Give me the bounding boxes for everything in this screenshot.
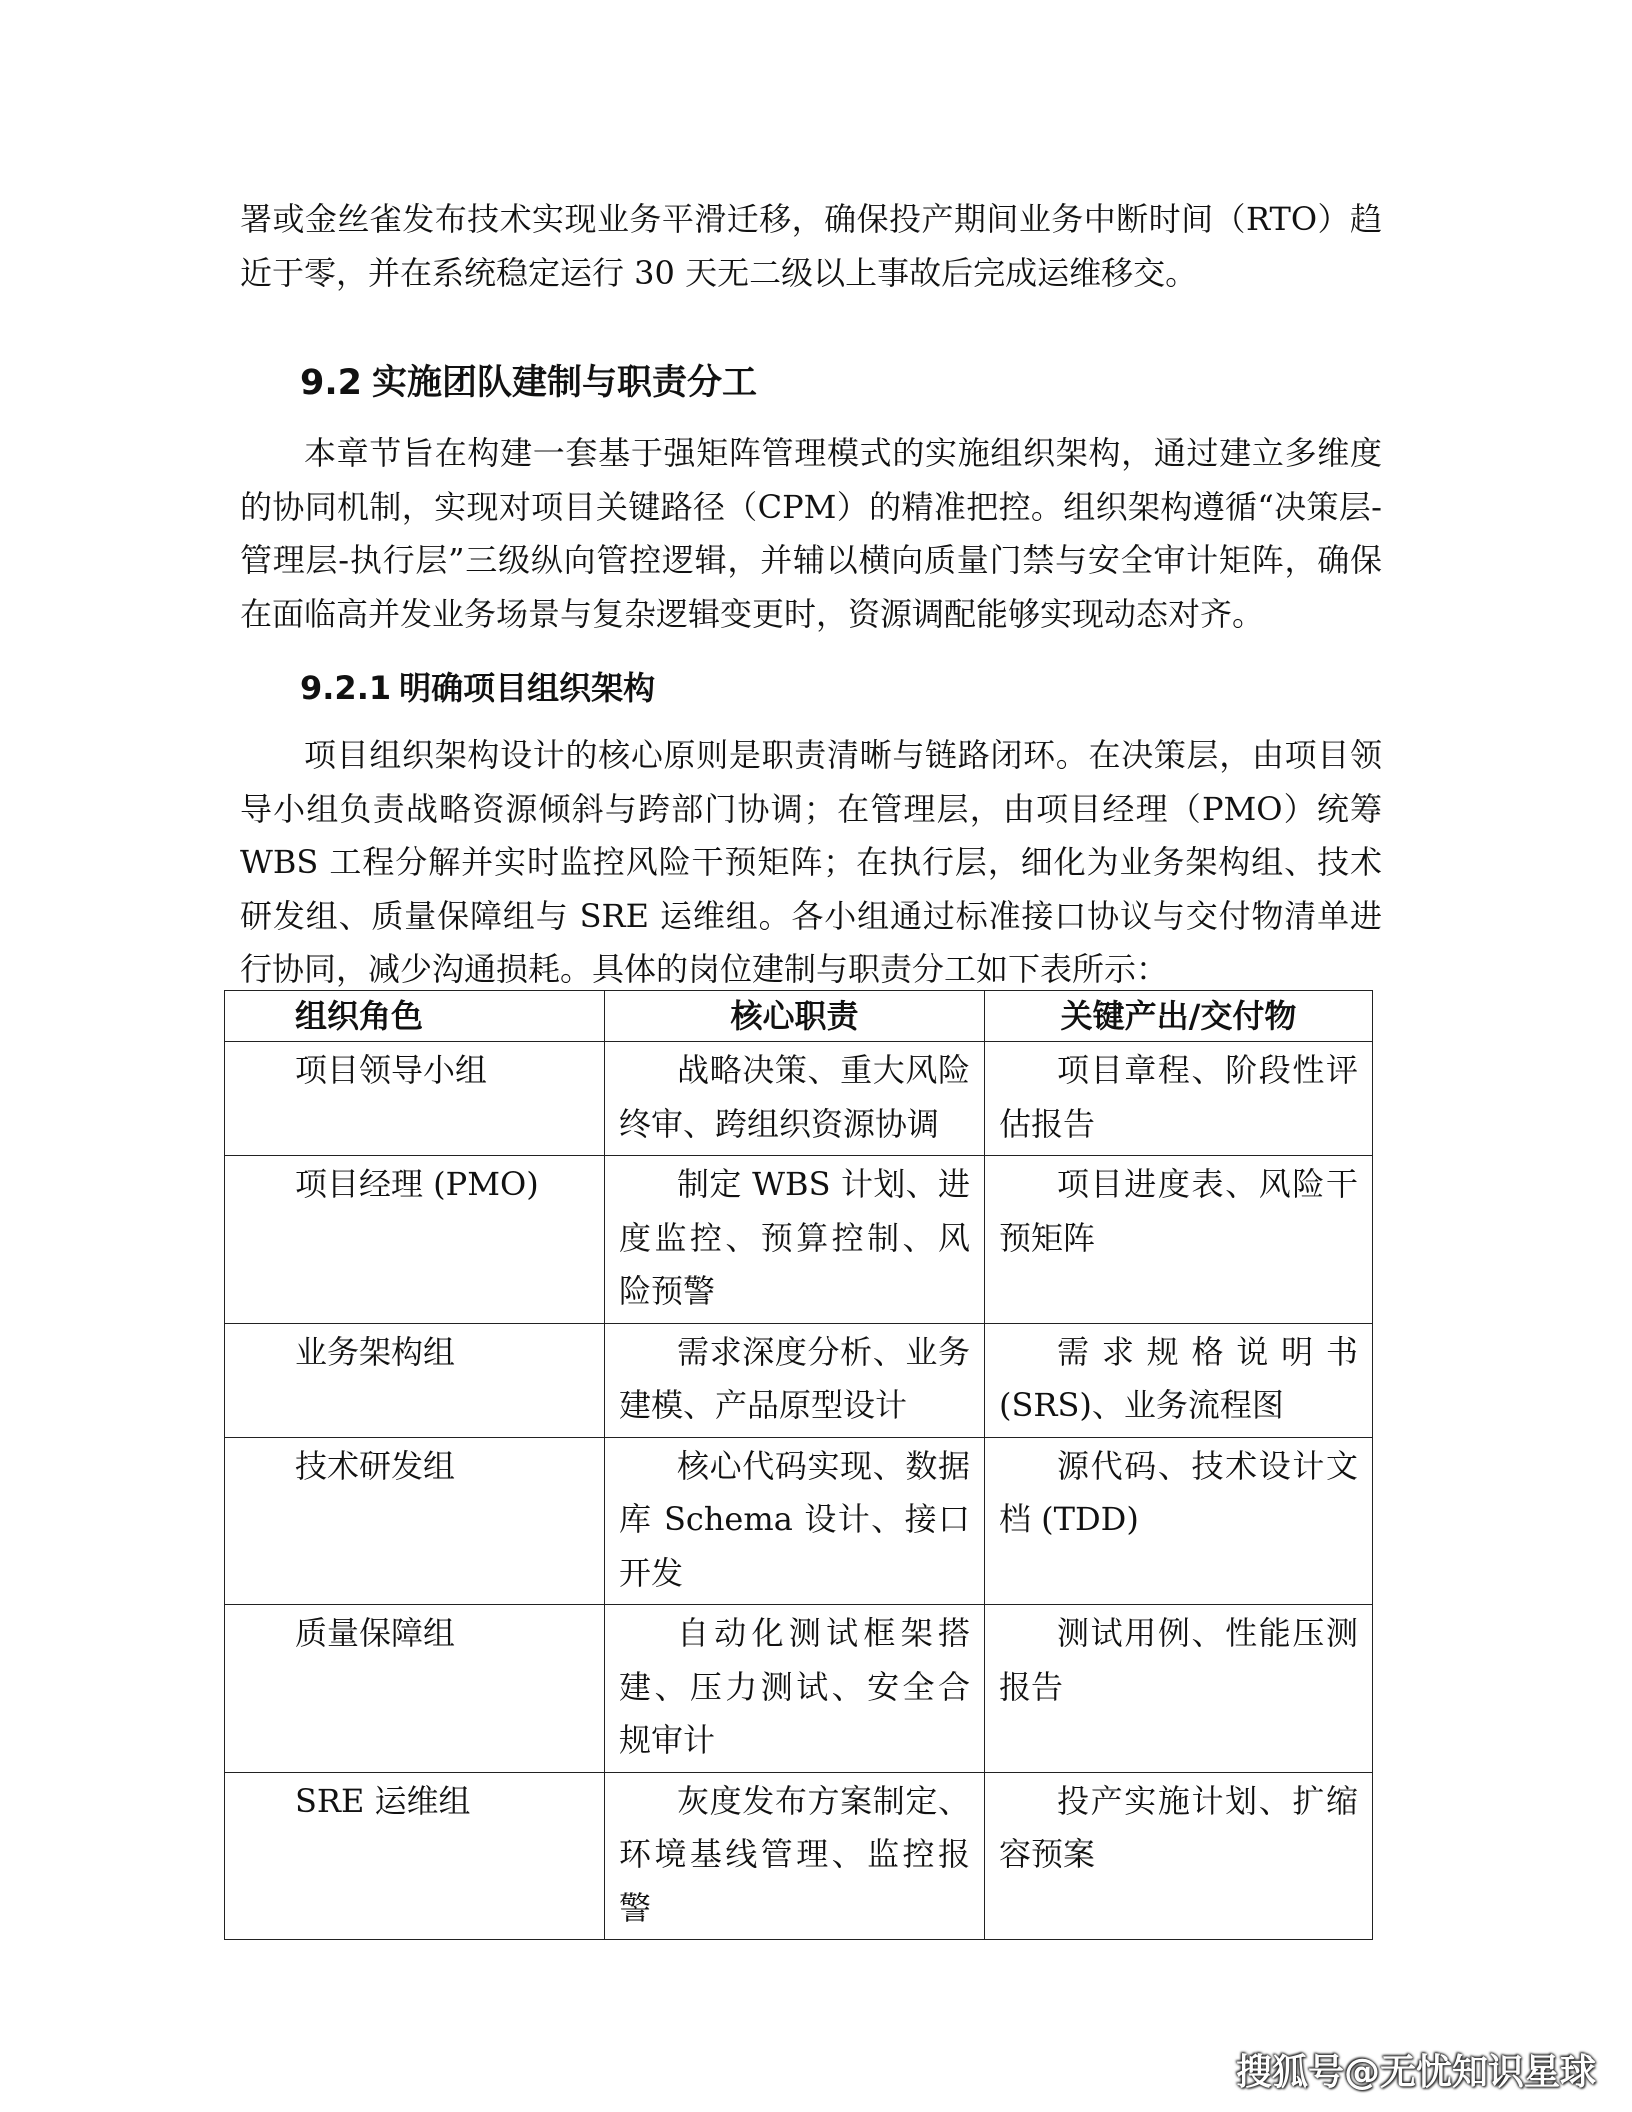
output-cell: 源代码、技术设计文档 (TDD): [985, 1437, 1373, 1605]
intro-paragraph: 署或金丝雀发布技术实现业务平滑迁移，确保投产期间业务中断时间（RTO）趋近于零，并在系统稳定运行 30 天无二级以上事故后完成运维移交。: [240, 200, 1382, 292]
watermark: 搜狐号@无忧知识星球: [1235, 2052, 1596, 2093]
duty-cell: 制定 WBS 计划、进度监控、预算控制、风险预警: [605, 1156, 985, 1324]
roles-table: [224, 990, 1373, 1940]
subsection-number: 9.2.1: [300, 669, 392, 707]
section-title: 实施团队建制与职责分工: [372, 363, 758, 403]
output-cell: 需求规格说明书 (SRS)、业务流程图: [985, 1323, 1373, 1437]
table-row: [225, 1156, 1373, 1324]
subsection-paragraph: 项目组织架构设计的核心原则是职责清晰与链路闭环。在决策层，由项目领导小组负责战略资源倾斜与跨部门协调；在管理层，由项目经理（PMO）统筹 WBS 工程分解并实时监控风险干预矩阵；在执行层，细化为业务架构组、技术研发组、质量保障组与 SRE 运维组。各小组通过标准接口协议与交付物清单进行协同，减少沟通损耗。具体的岗位建制与职责分工如下表所示：: [240, 736, 1382, 988]
role-cell: 业务架构组: [225, 1323, 605, 1437]
duty-cell: 需求深度分析、业务建模、产品原型设计: [605, 1323, 985, 1437]
duty-cell: 灰度发布方案制定、环境基线管理、监控报警: [605, 1772, 985, 1940]
table-header-row: [225, 991, 1373, 1042]
section-number: 9.2: [300, 363, 363, 403]
output-cell: 测试用例、性能压测报告: [985, 1605, 1373, 1773]
section-heading: [300, 358, 757, 408]
table-row: [225, 1605, 1373, 1773]
header-duty: 核心职责: [605, 991, 985, 1042]
role-cell: SRE 运维组: [225, 1772, 605, 1940]
table-row: [225, 1437, 1373, 1605]
duty-cell: 自动化测试框架搭建、压力测试、安全合规审计: [605, 1605, 985, 1773]
output-cell: 投产实施计划、扩缩容预案: [985, 1772, 1373, 1940]
role-cell: 质量保障组: [225, 1605, 605, 1773]
table-row: [225, 1042, 1373, 1156]
header-output: 关键产出/交付物: [985, 991, 1373, 1042]
role-cell: 项目经理 (PMO): [225, 1156, 605, 1324]
section-paragraph: 本章节旨在构建一套基于强矩阵管理模式的实施组织架构，通过建立多维度的协同机制，实现对项目关键路径（CPM）的精准把控。组织架构遵循“决策层-管理层-执行层”三级纵向管控逻辑，并辅以横向质量门禁与安全审计矩阵，确保在面临高并发业务场景与复杂逻辑变更时，资源调配能够实现动态对齐。: [240, 434, 1382, 633]
duty-cell: 战略决策、重大风险终审、跨组织资源协调: [605, 1042, 985, 1156]
header-role: 组织角色: [225, 991, 605, 1042]
output-cell: 项目进度表、风险干预矩阵: [985, 1156, 1373, 1324]
subsection-heading: [300, 664, 655, 712]
role-cell: 技术研发组: [225, 1437, 605, 1605]
subsection-title: 明确项目组织架构: [399, 669, 656, 707]
output-cell: 项目章程、阶段性评估报告: [985, 1042, 1373, 1156]
role-cell: 项目领导小组: [225, 1042, 605, 1156]
table-row: [225, 1323, 1373, 1437]
table-row: [225, 1772, 1373, 1940]
duty-cell: 核心代码实现、数据库 Schema 设计、接口开发: [605, 1437, 985, 1605]
